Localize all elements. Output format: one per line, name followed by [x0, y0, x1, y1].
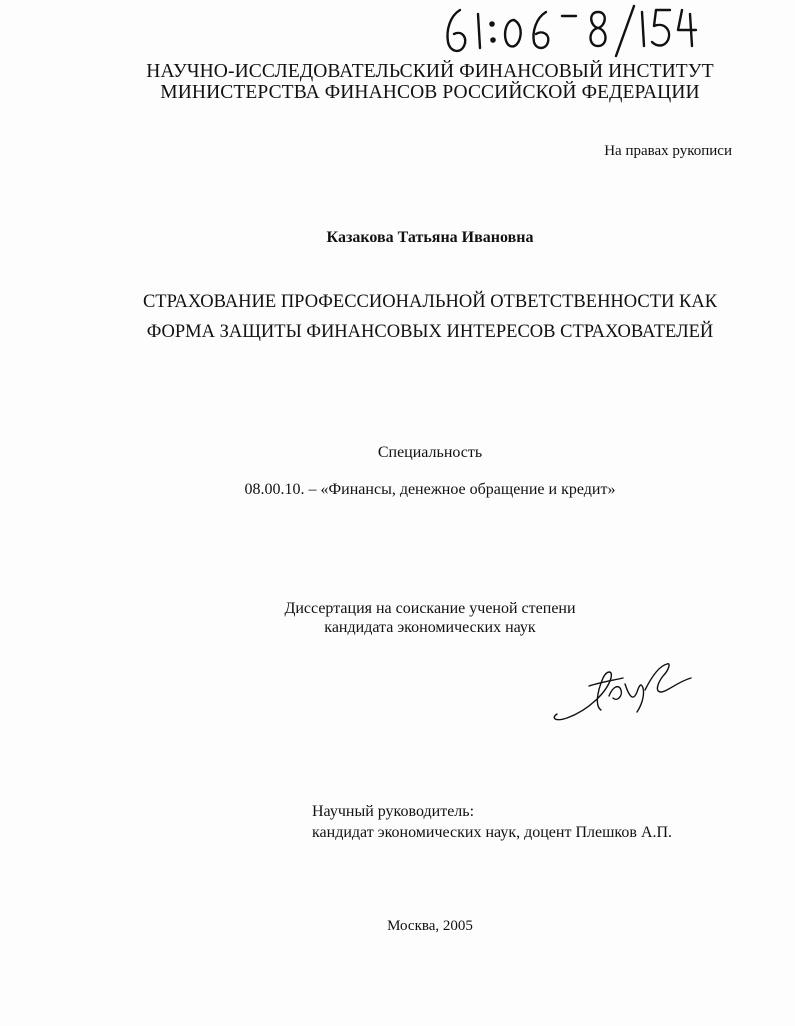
degree-statement	[0, 599, 795, 637]
institute-name	[0, 61, 795, 103]
title-line-1: СТРАХОВАНИЕ ПРОФЕССИОНАЛЬНОЙ ОТВЕТСТВЕННОСТИ КАК	[142, 292, 718, 312]
title-line-2: ФОРМА ЗАЩИТЫ ФИНАНСОВЫХ ИНТЕРЕСОВ СТРАХОВАТЕЛЕЙ	[146, 322, 714, 342]
advisor-label: Научный руководитель:	[312, 803, 475, 820]
handwritten-catalog-code	[438, 2, 698, 60]
dissertation-title	[0, 287, 795, 347]
manuscript-rights-note: На правах рукописи	[604, 143, 732, 159]
scientific-advisor	[312, 801, 672, 843]
author-signature	[549, 656, 699, 724]
signature-drawing	[549, 656, 699, 724]
author-name: Казакова Татьяна Ивановна	[326, 229, 534, 246]
institute-line-2: МИНИСТЕРСТВА ФИНАНСОВ РОССИЙСКОЙ ФЕДЕРАЦИИ	[160, 82, 700, 103]
specialty-label: Специальность	[377, 444, 483, 461]
degree-line-2: кандидата экономических наук	[324, 619, 536, 636]
handwritten-code-drawing	[438, 2, 698, 60]
city-and-year: Москва, 2005	[387, 918, 473, 934]
advisor-name: кандидат экономических наук, доцент Плешков А.П.	[312, 824, 673, 841]
specialty-code: 08.00.10. – «Финансы, денежное обращение и кредит»	[244, 481, 616, 498]
degree-line-1: Диссертация на соискание ученой степени	[284, 600, 576, 617]
institute-line-1: НАУЧНО-ИССЛЕДОВАТЕЛЬСКИЙ ФИНАНСОВЫЙ ИНСТИТУТ	[146, 61, 714, 82]
